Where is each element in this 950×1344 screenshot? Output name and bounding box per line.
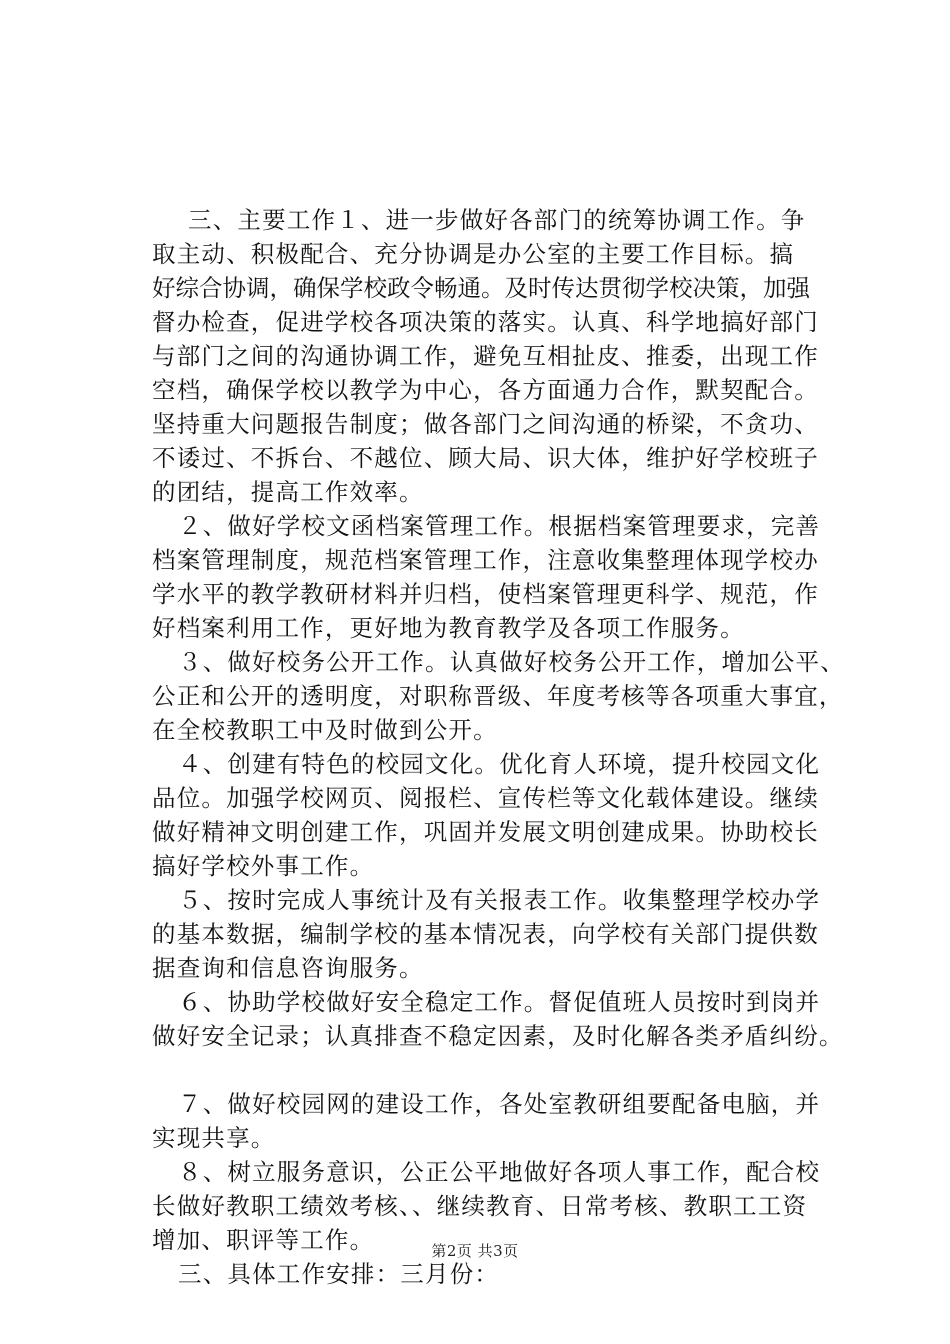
paragraph-line: 实现共享。 <box>152 1124 276 1152</box>
paragraph-line: 做好安全记录；认真排查不稳定因素，及时化解各类矛盾纠纷。 <box>152 1022 844 1050</box>
paragraph-line: 好综合协调，确保学校政令畅通。及时传达贯彻学校决策，加强 <box>152 274 810 302</box>
paragraph-line: 好档案利用工作，更好地为教育教学及各项工作服务。 <box>152 614 745 642</box>
paragraph-line: 取主动、积极配合、充分协调是办公室的主要工作目标。搞 <box>152 240 795 268</box>
paragraph-line: 增加、职评等工作。 <box>152 1226 375 1254</box>
paragraph-line: 公正和公开的透明度，对职称晋级、年度考核等各项重大事宜， <box>152 682 844 710</box>
paragraph-line: 的基本数据，编制学校的基本情况表，向学校有关部门提供数 <box>152 920 819 948</box>
paragraph-line: ５、按时完成人事统计及有关报表工作。收集整理学校办学 <box>178 886 821 914</box>
paragraph-line: ７、做好校园网的建设工作，各处室教研组要配备电脑，并 <box>178 1090 821 1118</box>
paragraph-line: 的团结，提高工作效率。 <box>152 478 424 506</box>
paragraph-line: 做好精神文明创建工作，巩固并发展文明创建成果。协助校长 <box>152 818 819 846</box>
paragraph-line: 坚持重大问题报告制度；做各部门之间沟通的桥梁，不贪功、 <box>152 410 819 438</box>
paragraph-line: ４、创建有特色的校园文化。优化育人环境，提升校园文化 <box>178 750 821 778</box>
paragraph-line: 长做好教职工绩效考核、、继续教育、日常考核、教职工工资 <box>152 1192 808 1220</box>
paragraph-line: 三、主要工作１、进一步做好各部门的统筹协调工作。争 <box>188 206 806 234</box>
paragraph-line: ６、协助学校做好安全稳定工作。督促值班人员按时到岗并 <box>178 988 821 1016</box>
paragraph-line: 品位。加强学校网页、阅报栏、宣传栏等文化载体建设。继续 <box>152 784 819 812</box>
paragraph-line: ８、树立服务意识，公正公平地做好各项人事工作，配合校 <box>178 1158 821 1186</box>
paragraph-line: 据查询和信息咨询服务。 <box>152 954 424 982</box>
paragraph-line: 不诿过、不拆台、不越位、顾大局、识大体，维护好学校班子 <box>152 444 819 472</box>
paragraph-line: 督办检查，促进学校各项决策的落实。认真、科学地搞好部门 <box>152 308 819 336</box>
page-footer: 第2页 共3页 <box>431 1242 519 1260</box>
paragraph-line: 搞好学校外事工作。 <box>152 852 375 880</box>
paragraph-line: ２、做好学校文函档案管理工作。根据档案管理要求，完善 <box>178 512 821 540</box>
paragraph-line: ３、做好校务公开工作。认真做好校务公开工作，增加公平、 <box>178 648 845 676</box>
paragraph-line: 档案管理制度，规范档案管理工作，注意收集整理体现学校办 <box>152 546 819 574</box>
paragraph-line: 学水平的教学教研材料并归档，使档案管理更科学、规范，作 <box>152 580 819 608</box>
blank-line <box>152 1053 852 1087</box>
document-body <box>152 203 852 1291</box>
paragraph-line: 三、具体工作安排：三月份： <box>178 1260 500 1288</box>
paragraph-line: 与部门之间的沟通协调工作，避免互相扯皮、推委，出现工作 <box>152 342 819 370</box>
paragraph-line: 空档，确保学校以教学为中心，各方面通力合作，默契配合。 <box>152 376 819 404</box>
paragraph-line: 在全校教职工中及时做到公开。 <box>152 716 498 744</box>
